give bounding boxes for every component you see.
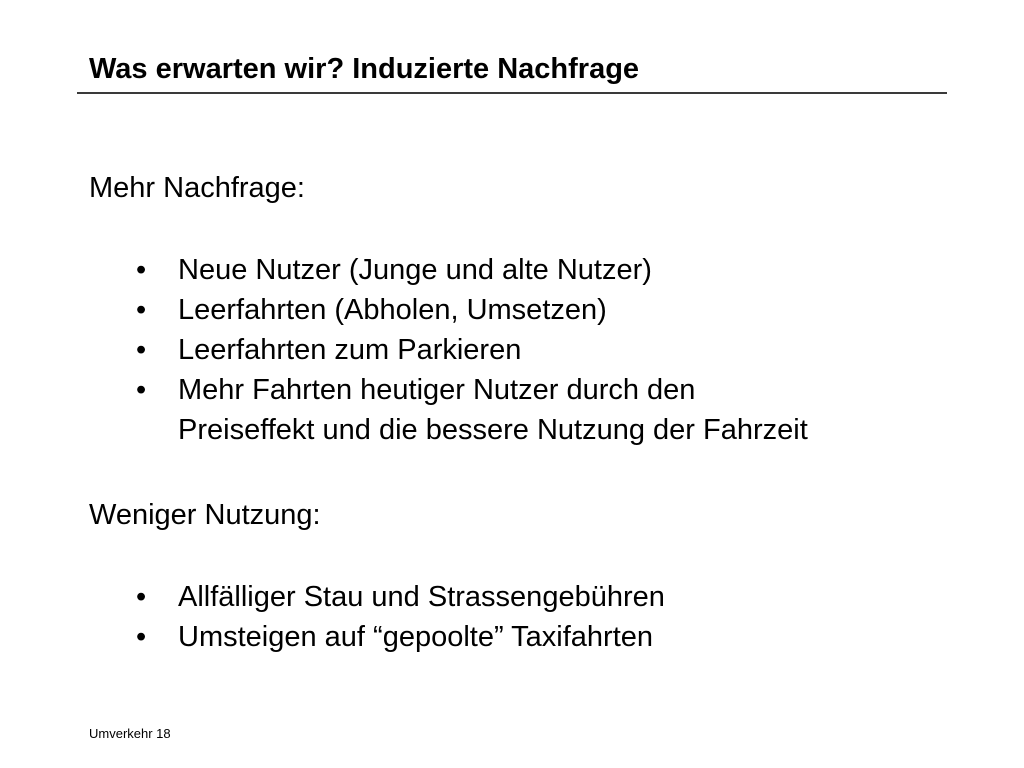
list-item-text: Umsteigen auf “gepoolte” Taxifahrten xyxy=(178,621,654,653)
slide-footer: Umverkehr 18 xyxy=(89,726,171,741)
bullet-icon: • xyxy=(136,621,147,653)
bullet-icon: • xyxy=(136,581,147,613)
section-heading-more-demand: Mehr Nachfrage: xyxy=(89,172,305,204)
list-item xyxy=(136,577,665,617)
list-item-text: Mehr Fahrten heutiger Nutzer durch den xyxy=(178,374,696,406)
bullet-icon: • xyxy=(136,374,147,406)
list-item xyxy=(136,330,808,370)
bullet-list-less-usage xyxy=(136,577,665,657)
slide-title: Was erwarten wir? Induzierte Nachfrage xyxy=(89,53,640,85)
bullet-list-more-demand xyxy=(136,250,808,450)
list-item xyxy=(136,617,665,657)
list-item-text: Allfälliger Stau und Strassengebühren xyxy=(178,581,665,613)
list-item-text: Preiseffekt und die bessere Nutzung der Fahrzeit xyxy=(178,414,808,446)
title-divider xyxy=(77,92,947,94)
list-item-text: Leerfahrten zum Parkieren xyxy=(178,334,522,366)
bullet-icon: • xyxy=(136,334,147,366)
list-item xyxy=(136,250,808,290)
bullet-icon: • xyxy=(136,254,147,286)
list-item xyxy=(136,370,808,410)
section-heading-less-usage: Weniger Nutzung: xyxy=(89,499,321,531)
list-item-text: Leerfahrten (Abholen, Umsetzen) xyxy=(178,294,607,326)
list-item-continuation xyxy=(136,410,808,450)
list-item-text: Neue Nutzer (Junge und alte Nutzer) xyxy=(178,254,652,286)
list-item xyxy=(136,290,808,330)
bullet-icon: • xyxy=(136,294,147,326)
